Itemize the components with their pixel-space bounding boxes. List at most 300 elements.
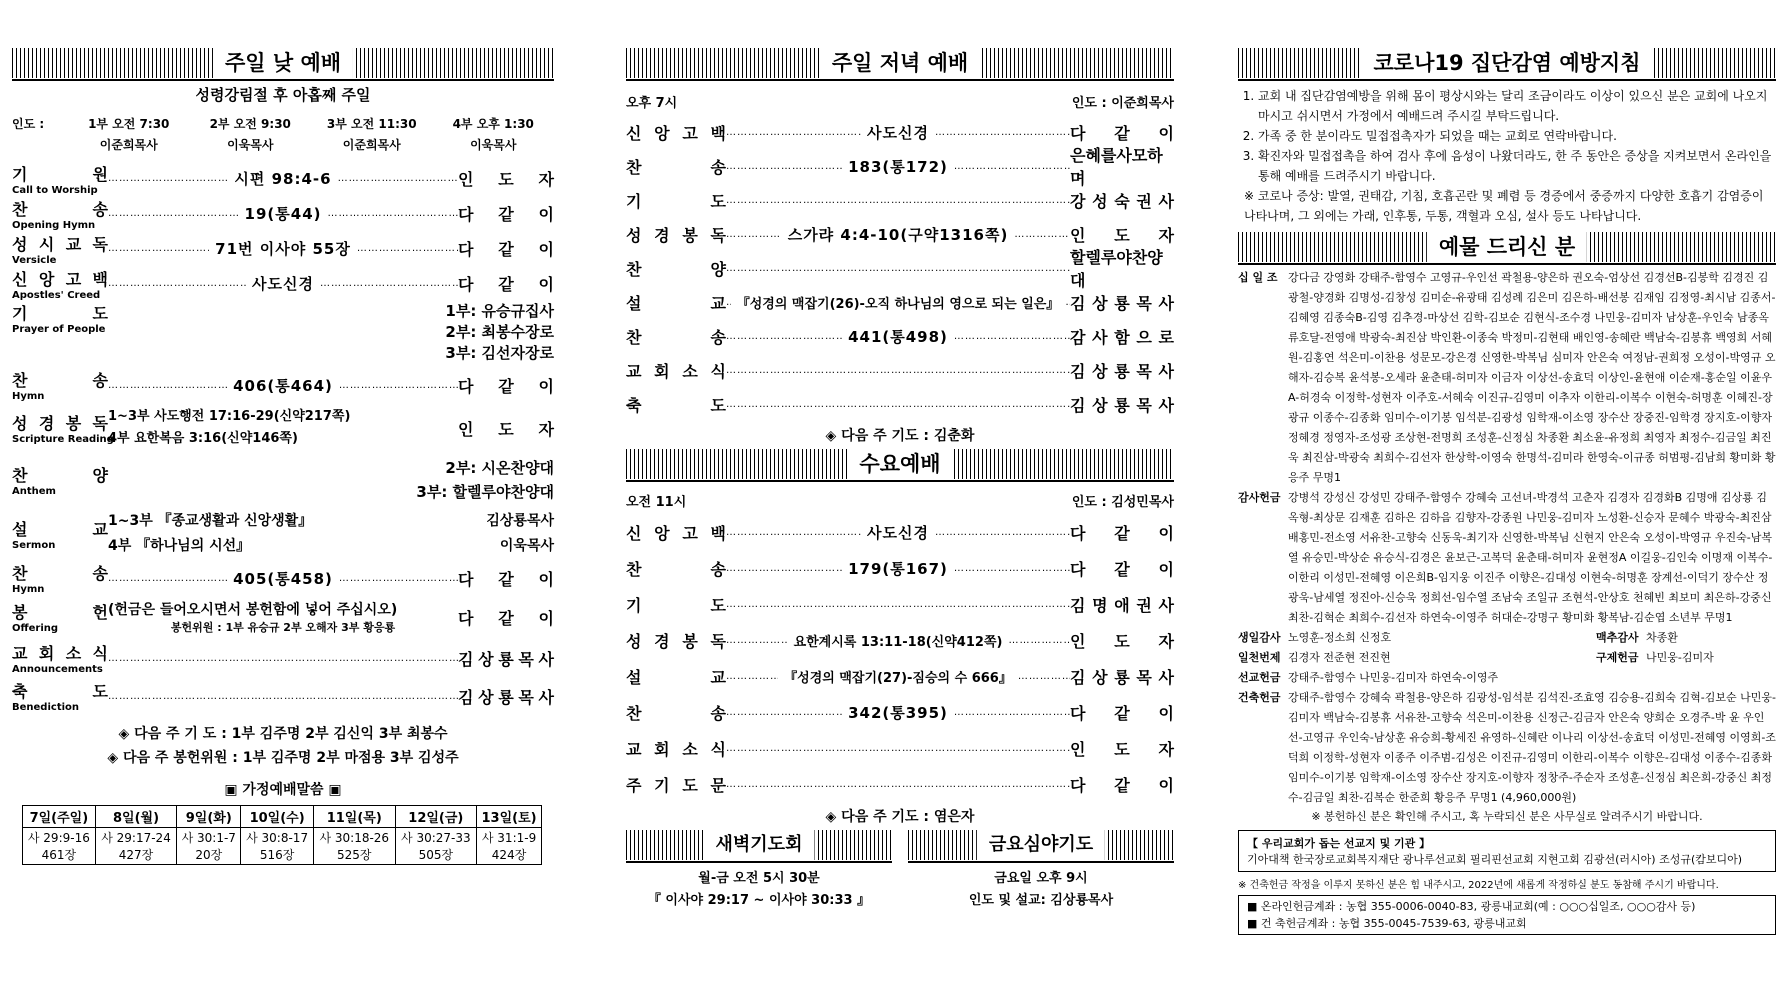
donation-names: 강태주-함영수 나민웅-김미자 하연숙-이영주 xyxy=(1288,671,1499,684)
item-label xyxy=(626,737,726,760)
donation-anniversary xyxy=(1238,648,1596,668)
mission-box-title: 【 우리교회가 돕는 선교지 및 기관 】 xyxy=(1247,837,1431,850)
performer: 다 같 이 xyxy=(458,275,554,294)
symptom-note: ※ 코로나 증상: 발열, 권태감, 기침, 호흡곤란 및 폐렴 등 경증에서 중증까지 다양한 호흡기 감염증이 나타나며, 그 외에는 가래, 인후통, 두통, 객혈과 오심, 설사 등도 나타납니다. xyxy=(1244,189,1764,223)
leader-dots xyxy=(726,743,1070,754)
item-label-ko: 설 교 xyxy=(626,293,726,313)
service-leader: 이준희목사 xyxy=(99,138,158,152)
sermon-row xyxy=(108,509,554,534)
item-content: 사도신경 xyxy=(867,123,929,142)
item-content: 요한계시록 13:11-18(신약412쪽) xyxy=(793,634,1003,650)
item-label-ko: 성 경 봉 독 xyxy=(626,225,726,245)
donation-names: 김경자 전준현 전진현 xyxy=(1288,651,1391,664)
leader-dots xyxy=(339,380,458,391)
item-label xyxy=(626,359,726,382)
item-content: 19(통44) xyxy=(244,205,322,223)
leader-dots xyxy=(726,635,788,646)
offering-committee: 봉헌위원 : 1부 유승규 2부 오해자 3부 황응룡 xyxy=(170,621,396,634)
reading-hymn: 427장 xyxy=(118,848,154,862)
leader-dots xyxy=(726,127,861,138)
covid-rules xyxy=(1238,86,1776,186)
item-label xyxy=(626,325,726,348)
performer: 다 같 이 xyxy=(458,569,555,589)
performer: 다 같 이 xyxy=(458,205,555,224)
order-row xyxy=(626,694,1174,730)
performer: 다 같 이 xyxy=(458,376,555,396)
donation-names: 강다금 강영화 강태주-함영수 고영규-우인선 곽철용-양은하 권오숙-엄상선 김경선B-김봉학 김경진 김광철-양경화 김명성-김창성 김미순-유광태 김성례 김은미 김은하-배선봉 김재임 김정영-최시남 김종서-김혜영 김종숙B-김영 김추경-마상선 김학-김보순 김현식-조수경 나민웅-김미자 남상훈-우인숙 남종옥 류호달-전영애 박광숙-최진삼 박인환-이종숙 박정미-김현태 배인영-송혜란 백남숙-김봉휴 백영희 서혜원-김홍연 석은미-이찬용 성문모-강은경 신영한-박복님 심미자 안은숙 여정남-권희정 오성이-박영규 오해자-김승복 윤석봉-오세라 윤춘태-허미자 이금자 이상선-송효덕 이상인-윤현애 이순재-홍순일 이윤우A-허경숙 이정학-성현자 이주호-서혜숙 이진규-김영미 이추자 이한리-이복수 이현숙-허명훈 이혜진-장광규 이종수-김종화 임미수-이기봉 임석분-김광성 임학재-이소영 장수산 장중진-임학경 장지호-이향자 정혜경 정영자-조성광 조상현-전명희 조성훈-신정심 차종환 최소윤-유정희 최영자 최정수-김금일 최진욱 최진삼-박광숙 최희수-김선자 한상학-이영숙 한명석-김미라 한영숙-이규종 허범평-김남희 황미화 황응주 무명1 xyxy=(1288,271,1776,484)
item-label-en: Versicle xyxy=(12,254,57,266)
item-label xyxy=(626,557,726,580)
leader-dots xyxy=(327,208,458,219)
leader-dots xyxy=(1018,671,1070,682)
item-label-en: Scripture Reading xyxy=(12,434,114,445)
leader-dots xyxy=(357,243,458,254)
service-time: 4부 오후 1:30 xyxy=(452,117,534,131)
order-row xyxy=(12,301,554,367)
dawn-time: 월-금 오전 5시 30분 xyxy=(698,871,820,886)
reading-cell xyxy=(23,828,96,865)
section-title: 코로나19 집단감염 예방지침 xyxy=(1362,48,1653,78)
section-header xyxy=(1238,48,1776,78)
day-cell: 12일(금) xyxy=(395,806,477,828)
item-content: 406(통464) xyxy=(233,376,333,395)
reading-cell xyxy=(95,828,177,865)
donation-label: 일천번제 xyxy=(1238,651,1281,664)
family-worship-title: ▣ 가정예배말씀 ▣ xyxy=(224,782,342,798)
notice-column xyxy=(1238,48,1776,935)
item-label-ko: 신 앙 고 백 xyxy=(626,523,726,543)
item-label xyxy=(626,521,726,544)
section-title: 금요심야기도 xyxy=(977,830,1105,860)
item-label-ko: 교 회 소 식 xyxy=(626,361,726,381)
rule-item: 3. 확진자와 밀접접촉을 하여 검사 후에 음성이 나왔더라도, 한 주 동안은 증상을 지켜보면서 온라인을 통해 예배를 드려주시기 바랍니다. xyxy=(1258,146,1776,186)
item-label xyxy=(626,393,726,416)
sermon-lines xyxy=(108,509,554,559)
item-label-ko: 기 원 xyxy=(12,164,108,184)
reading-ref: 사 29:9-16 xyxy=(27,831,90,845)
order-row xyxy=(626,730,1174,766)
leader-dots xyxy=(320,278,458,289)
reading-ref: 사 29:17-24 xyxy=(101,831,171,845)
donation-relief xyxy=(1596,648,1776,668)
order-row xyxy=(626,622,1174,658)
prayer-leader: 1부: 유승규집사 xyxy=(445,302,554,320)
performer: 다 같 이 xyxy=(1070,123,1174,143)
reading-hymn: 516장 xyxy=(259,848,295,862)
item-label-en: Apostles' Creed xyxy=(12,289,101,301)
performer: 인 도 자 xyxy=(1070,631,1175,651)
leader-dots xyxy=(726,563,842,574)
sunday-morning-column xyxy=(12,48,554,865)
order-row xyxy=(12,161,554,196)
leader-dots xyxy=(108,653,458,664)
wed-time: 오전 11시 xyxy=(626,495,687,510)
leader-dots xyxy=(726,399,1070,410)
item-label-ko: 찬 양 xyxy=(12,466,108,485)
order-row xyxy=(626,387,1174,421)
section-title: 수요예배 xyxy=(847,449,952,479)
order-row xyxy=(626,550,1174,586)
item-label xyxy=(12,411,114,445)
donation-firstcrop xyxy=(1596,628,1776,648)
online-account: ■ 온라인헌금계좌 : 농협 355-0006-0040-83, 광릉내교회(예 : ○○○십일조, ○○○감사 등) xyxy=(1247,900,1696,913)
item-label xyxy=(626,665,726,688)
item-label-ko: 축 도 xyxy=(12,682,108,701)
section-title: 주일 저녁 예배 xyxy=(820,48,980,78)
order-row xyxy=(626,514,1174,550)
leader-dots xyxy=(726,527,861,538)
reading-hymn: 461장 xyxy=(41,848,77,862)
performer: 김 상 룡 목 사 xyxy=(1070,667,1174,687)
item-label-ko: 기 도 xyxy=(626,595,726,615)
reading-hymn: 20장 xyxy=(195,848,223,862)
wednesday-order xyxy=(626,514,1174,802)
item-label xyxy=(12,197,108,231)
performer: 다 같 이 xyxy=(1070,559,1175,579)
day-cell: 10일(수) xyxy=(241,806,314,828)
item-label xyxy=(12,301,108,335)
service-leader: 이욱목사 xyxy=(470,138,517,152)
leader-dots xyxy=(726,229,782,240)
performer: 인 도 자 xyxy=(458,419,554,439)
reading-cell xyxy=(477,828,542,865)
leader-dots xyxy=(954,161,1070,172)
leader-dots xyxy=(726,599,1070,610)
day-cell: 7일(주일) xyxy=(23,806,96,828)
order-row xyxy=(12,367,554,403)
prayer-lines xyxy=(108,301,554,364)
evening-order xyxy=(626,115,1174,421)
scripture-a: 1~3부 사도행전 17:16-29(신약217쪽) xyxy=(108,409,351,424)
item-content: 441(통498) xyxy=(848,327,948,346)
item-label xyxy=(12,679,108,713)
item-label xyxy=(626,155,726,178)
scripture-lines xyxy=(108,406,458,450)
item-label xyxy=(12,641,108,675)
section-header xyxy=(908,830,1174,860)
performer: 인 도 자 xyxy=(1070,739,1174,759)
wed-next-prayer: ◈ 다음 주 기도 : 염은자 xyxy=(825,809,975,825)
leader-dots xyxy=(726,365,1070,376)
dawn-scripture: 『 이사야 29:17 ~ 이사야 30:33 』 xyxy=(647,893,871,908)
item-label-en: Anthem xyxy=(12,486,56,497)
leader-dots xyxy=(954,563,1070,574)
item-content: 405(통458) xyxy=(233,569,333,588)
donation-thanks xyxy=(1238,488,1776,628)
donation-label: 선교헌금 xyxy=(1238,671,1281,684)
performer: 김 상 룡 목 사 xyxy=(458,687,554,707)
item-label-ko: 주 기 도 문 xyxy=(626,775,726,795)
performer: 다 같 이 xyxy=(458,608,554,628)
leader-dots xyxy=(726,161,842,172)
donation-names: 차종환 xyxy=(1646,631,1678,644)
performer: 인 도 자 xyxy=(458,170,554,189)
item-label-ko: 성 경 봉 독 xyxy=(12,414,108,433)
leader-dots xyxy=(108,691,458,702)
leader-dots xyxy=(1014,229,1070,240)
item-label-ko: 기 도 xyxy=(626,191,726,211)
offering-note: (헌금은 들어오시면서 봉헌함에 넣어 주십시오) xyxy=(108,602,398,618)
leader-dots xyxy=(726,671,778,682)
reading-ref: 사 31:1-9 xyxy=(481,831,537,845)
rule-item: 2. 가족 중 한 분이라도 밀접접촉자가 되었을 때는 교회로 연락바랍니다. xyxy=(1258,126,1776,146)
item-label-en: Announcements xyxy=(12,664,103,675)
item-label-ko: 찬 송 xyxy=(626,327,726,347)
leader-dots xyxy=(954,331,1070,342)
performer: 다 같 이 xyxy=(1070,703,1175,723)
performer: 은혜를사모하며 xyxy=(1070,146,1163,188)
item-label-en: Hymn xyxy=(12,584,45,595)
order-row xyxy=(12,403,554,453)
leader-dots xyxy=(954,707,1070,718)
service-leader: 이준희목사 xyxy=(342,138,401,152)
evening-column xyxy=(626,48,1174,912)
item-label xyxy=(626,189,726,212)
item-label-en: Sermon xyxy=(12,540,56,551)
leader-dots xyxy=(108,243,209,254)
day-cell: 9일(화) xyxy=(177,806,241,828)
reading-ref: 사 30:8-17 xyxy=(246,831,309,845)
section-title: 주일 낮 예배 xyxy=(213,48,353,78)
item-label-ko: 찬 송 xyxy=(12,371,108,390)
performer: 강 성 숙 권 사 xyxy=(1070,191,1174,211)
item-label xyxy=(626,223,726,246)
donation-birthday xyxy=(1238,628,1596,648)
order-row xyxy=(12,561,554,595)
item-content: 『성경의 맥잡기(26)-오직 하나님의 영으로 되는 일은』 xyxy=(736,296,1060,312)
leader-dots xyxy=(1008,635,1070,646)
family-worship-table xyxy=(22,805,542,865)
item-label xyxy=(12,368,108,402)
donation-names: 강태주-함영수 강혜숙 곽철용-양은하 김광성-임석분 김석진-조효영 김승용-김희숙 김혁-김보순 나민웅-김미자 백남숙-김봉휴 서유찬-고향숙 석은미-이찬용 신정근-김금자 안은숙 양희순 오경주-박 윤 우인선-고영규 우인숙-남상훈 유승희-황세진 유영하-신혜란 이나리 이상선-송효덕 이성민-전혜영 이영희-조덕희 이정학-성현자 이종주 이주범-김성은 이진규-김영미 이한리-이복수 이향은-김대성 이종수-김종화 임미수-이기봉 임학재-이소영 장수산 장지호-이향자 정창주-주순자 조성훈-신정심 최은희-강중신 최정수-김금일 최찬-김복순 한준희 황응주 무명1 (4,960,000원) xyxy=(1288,691,1776,804)
order-row xyxy=(12,231,554,266)
item-label-ko: 설 교 xyxy=(12,520,108,539)
donation-label: 건축헌금 xyxy=(1238,691,1281,704)
order-row xyxy=(626,319,1174,353)
order-row xyxy=(12,595,554,639)
prayer-leader: 2부: 최봉수장로 xyxy=(445,323,554,341)
section-header xyxy=(626,449,1174,479)
item-label xyxy=(626,593,726,616)
item-label-ko: 축 도 xyxy=(626,395,726,415)
item-label-ko: 설 교 xyxy=(626,667,726,687)
order-row xyxy=(626,183,1174,217)
item-label xyxy=(12,517,108,551)
friday-time: 금요일 오후 9시 xyxy=(994,871,1088,886)
reading-ref: 사 30:1-7 xyxy=(181,831,236,845)
service-leader: 이욱목사 xyxy=(227,138,274,152)
item-label-ko: 찬 송 xyxy=(626,703,726,723)
leader-dots xyxy=(108,278,246,289)
item-label-en: Benediction xyxy=(12,702,80,713)
order-row xyxy=(12,196,554,231)
item-label-ko: 성 시 교 독 xyxy=(12,234,108,254)
item-label xyxy=(12,561,108,595)
performer: 김 상 룡 목 사 xyxy=(1070,361,1174,381)
sermon-title: 4부 『하나님의 시선』 xyxy=(108,538,251,554)
leader-dots xyxy=(339,573,458,584)
item-content: 71번 이사야 55장 xyxy=(215,240,351,258)
item-label xyxy=(626,291,726,314)
performer: 김 상 룡 목 사 xyxy=(1070,395,1174,415)
item-content: 『성경의 맥잡기(27)-짐승의 수 666』 xyxy=(784,670,1012,686)
item-label-ko: 찬 양 xyxy=(626,259,726,279)
performer: 김 명 애 권 사 xyxy=(1070,595,1174,615)
item-label-ko: 찬 송 xyxy=(626,559,726,579)
subtitle: 성령강림절 후 아홉째 주일 xyxy=(195,86,371,104)
section-header xyxy=(1238,232,1776,262)
donation-label: 생일감사 xyxy=(1238,631,1281,644)
service-time: 1부 오전 7:30 xyxy=(88,117,170,131)
item-label xyxy=(12,232,108,266)
day-cell: 11일(목) xyxy=(313,806,395,828)
leader-dots xyxy=(108,173,228,184)
donation-building xyxy=(1238,688,1776,808)
item-label xyxy=(626,257,726,280)
friday-leader: 인도 및 설교: 김상룡목사 xyxy=(968,893,1114,908)
leader-dots xyxy=(726,779,1070,790)
item-label xyxy=(626,629,726,652)
reading-ref: 사 30:27-33 xyxy=(401,831,471,845)
day-cell: 13일(토) xyxy=(477,806,542,828)
section-header xyxy=(12,48,554,78)
mission-box xyxy=(1238,830,1776,872)
evening-next-prayer: ◈ 다음 주 기도 : 김춘화 xyxy=(825,428,975,444)
donation-names: 강병석 강성신 강성민 강태주-함영수 강혜숙 고선녀-박경석 고춘자 김경자 김경화B 김명애 김상룡 김옥형-최상문 김재훈 김하은 김하음 김향자-강종원 나민웅-김미자 노성환-신승자 문혜수 박광숙-최진삼 배홍민-전소영 서유찬-고향숙 신동욱-최기자 신영한-박복님 신현지 안은숙 오성이-박영규 우진숙-남복열 유승민-박상순 유승식-김경은 윤보근-고복덕 윤춘태-허미자 윤현정A 이길웅-김인숙 이명재 이복수-이한리 이성민-전혜영 이은희B-임지웅 이진주 이향은-김대성 이현숙-허명훈 장계선-이덕기 장수산 정광욱-남세열 정진아-신승욱 정희선-임수열 조남숙 조일규 조현석-안상호 천혜빈 최보미 최은하-강중신 최찬-김혁순 최희수-김선자 하연숙-이영주 허대순-강명구 황미화 황복남-김순엽 소년부 무명1 xyxy=(1288,491,1773,624)
leader-dots xyxy=(935,127,1070,138)
choir: 3부: 할렐루야찬양대 xyxy=(416,483,554,501)
order-row xyxy=(626,248,1174,290)
item-label xyxy=(12,162,108,196)
order-row xyxy=(626,146,1174,188)
donation-names: 노영훈-정소희 신정호 xyxy=(1288,631,1392,644)
rule-item: 1. 교회 내 집단감염예방을 위해 몸이 평상시와는 달리 조금이라도 이상이 있으신 분은 교회에 나오지 마시고 쉬시면서 가정에서 예배드려 주시길 부탁드립니다. xyxy=(1258,86,1776,126)
order-row xyxy=(626,658,1174,694)
prayer-leader: 3부: 김선자장로 xyxy=(445,344,554,362)
donation-mission xyxy=(1238,668,1776,688)
item-label-ko: 교 회 소 식 xyxy=(626,739,726,759)
order-row xyxy=(12,453,554,507)
item-content: 사도신경 xyxy=(867,523,929,542)
donation-label: 감사헌금 xyxy=(1238,491,1281,504)
section-header xyxy=(626,830,892,860)
donation-label: 구제헌금 xyxy=(1596,651,1639,664)
leader-dots xyxy=(108,208,239,219)
item-label-ko: 신 앙 고 백 xyxy=(626,123,726,143)
item-content: 시편 98:4-6 xyxy=(234,170,332,188)
offering-lines xyxy=(108,599,458,635)
item-label xyxy=(626,701,726,724)
item-label xyxy=(626,121,726,144)
item-label-ko: 신 앙 고 백 xyxy=(12,269,108,289)
order-of-worship xyxy=(12,161,554,865)
section-title: 새벽기도회 xyxy=(704,830,815,860)
reading-cell xyxy=(313,828,395,865)
reading-hymn: 505장 xyxy=(418,848,454,862)
item-label-ko: 성 경 봉 독 xyxy=(626,631,726,651)
item-label-ko: 봉 헌 xyxy=(12,603,108,622)
reading-cell xyxy=(241,828,314,865)
sermon-row xyxy=(108,534,554,559)
order-row xyxy=(626,353,1174,387)
service-time: 3부 오전 11:30 xyxy=(326,117,417,131)
item-label-ko: 기 도 xyxy=(12,304,108,323)
evening-leader: 인도 : 이준희목사 xyxy=(1071,96,1174,111)
service-times xyxy=(12,115,554,153)
item-label-en: Opening Hymn xyxy=(12,219,96,231)
preacher: 이욱목사 xyxy=(499,538,554,554)
order-row xyxy=(12,507,554,561)
reading-cell xyxy=(177,828,241,865)
order-row xyxy=(12,639,554,677)
performer: 할렐루야찬양대 xyxy=(1070,248,1163,290)
sermon-title: 1~3부 『종교생활과 신앙생활』 xyxy=(108,513,313,529)
item-content: 사도신경 xyxy=(252,275,314,293)
leader-label: 인도 : xyxy=(12,117,45,131)
building-account: ■ 건 축헌금계좌 : 농협 355-0045-7539-63, 광릉내교회 xyxy=(1247,917,1527,930)
service-time: 2부 오전 9:30 xyxy=(209,117,291,131)
performer: 김 상 룡 목 사 xyxy=(1070,293,1174,313)
leader-dots xyxy=(726,707,842,718)
leader-dots xyxy=(338,173,458,184)
performer: 김 상 룡 목 사 xyxy=(458,649,554,669)
leader-dots xyxy=(108,573,227,584)
next-offering-committee: ◈ 다음 주 봉헌위원 : 1부 김주명 2부 마점용 3부 김성주 xyxy=(107,750,459,766)
reading-hymn: 525장 xyxy=(337,848,372,862)
section-header xyxy=(626,48,1174,78)
donation-label: 맥추감사 xyxy=(1596,631,1639,644)
item-label xyxy=(626,773,726,796)
item-label-ko: 교 회 소 식 xyxy=(12,644,108,663)
item-label-ko: 찬 송 xyxy=(12,199,108,219)
leader-dots xyxy=(108,380,227,391)
performer: 감 사 함 으 로 xyxy=(1070,327,1174,347)
performer: 다 같 이 xyxy=(458,240,554,259)
order-row xyxy=(626,586,1174,622)
reading-cell xyxy=(395,828,477,865)
evening-time: 오후 7시 xyxy=(626,96,678,111)
item-label-en: Offering xyxy=(12,623,59,634)
check-note: ※ 봉헌하신 분은 확인해 주시고, 혹 누락되신 분은 사무실로 알려주시기 바랍니다. xyxy=(1311,810,1703,823)
day-cell: 8일(월) xyxy=(95,806,177,828)
preacher: 김상룡목사 xyxy=(486,513,554,529)
donation-names: 나민웅-김미자 xyxy=(1646,651,1714,664)
item-label xyxy=(12,267,108,301)
item-content: 스가랴 4:4-10(구약1316쪽) xyxy=(787,225,1009,244)
performer: 인 도 자 xyxy=(1070,225,1175,245)
order-row xyxy=(12,677,554,715)
performer: 다 같 이 xyxy=(1070,523,1174,543)
anthem-lines xyxy=(108,456,554,504)
scripture-b: 4부 요한복음 3:16(신약146쪽) xyxy=(108,431,298,446)
mission-box-list: 기아대책 한국장로교회복지재단 광나루선교회 필리핀선교회 지현고회 김광선(러시아) 조성규(캄보디아) xyxy=(1247,853,1743,866)
next-prayer: ◈ 다음 주 기 도 : 1부 김주명 2부 김신익 3부 최봉수 xyxy=(118,726,448,742)
order-row xyxy=(626,766,1174,802)
wed-leader: 인도 : 김성민목사 xyxy=(1071,495,1174,510)
item-label-en: Hymn xyxy=(12,391,45,402)
building-note: ※ 건축헌금 작정을 이루지 못하신 분은 힘 내주시고, 2022년에 새롭게 작정하실 분도 동참해 주시기 바랍니다. xyxy=(1238,880,1719,891)
reading-ref: 사 30:18-26 xyxy=(319,831,390,845)
leader-dots xyxy=(726,263,1070,274)
item-label-ko: 찬 송 xyxy=(12,564,108,583)
leader-dots xyxy=(935,527,1070,538)
donation-label: 십 일 조 xyxy=(1238,271,1278,284)
order-row xyxy=(626,285,1174,319)
donation-tithe xyxy=(1238,268,1776,488)
item-content: 183(통172) xyxy=(848,157,948,176)
leader-dots xyxy=(726,195,1070,206)
order-row xyxy=(12,266,554,301)
